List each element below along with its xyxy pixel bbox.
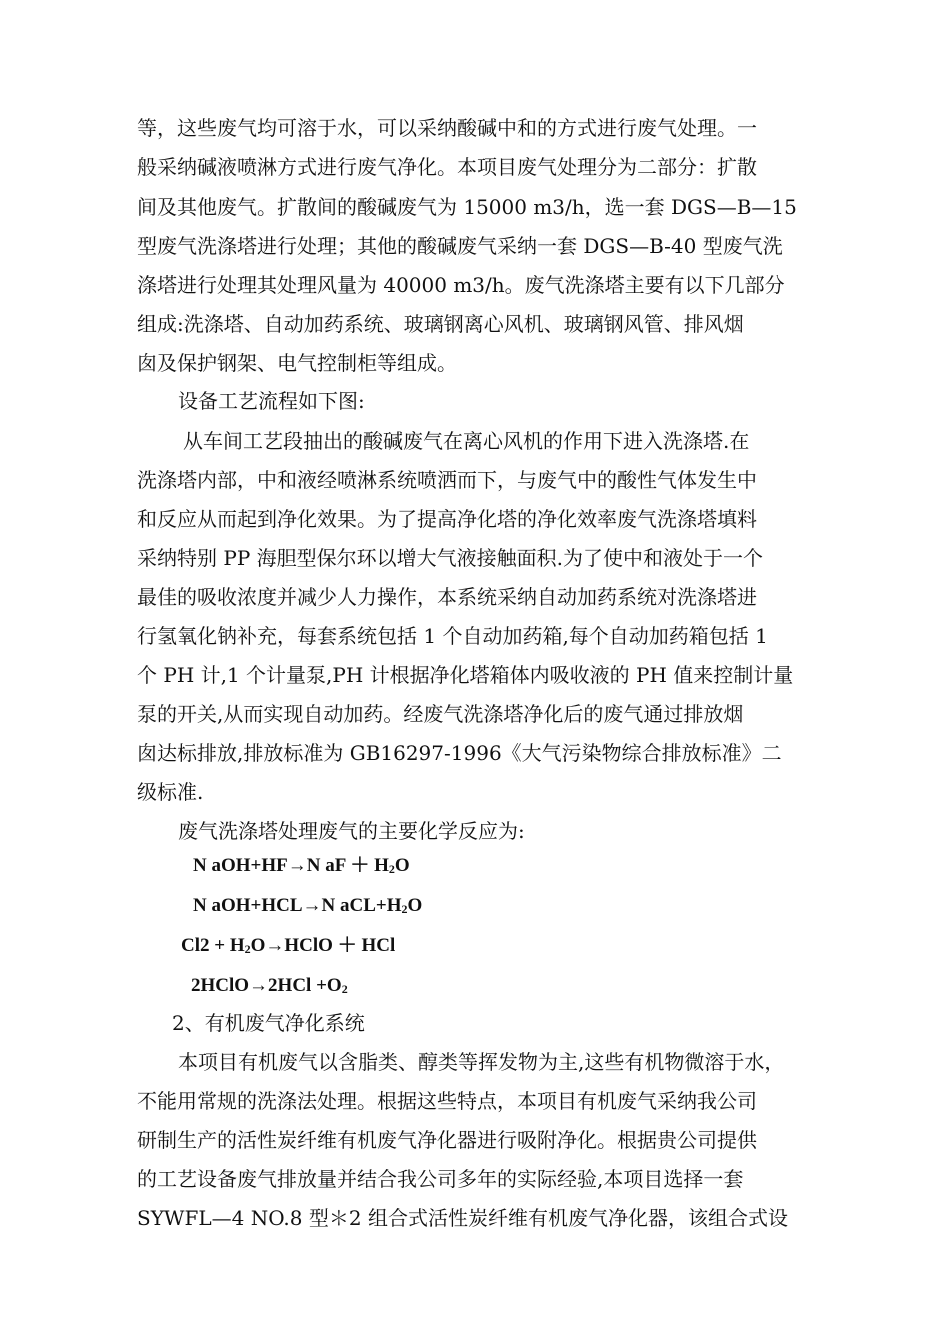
- reaction-equation: N aOH+HCL→N $aCL+H_2O$: [193, 895, 423, 916]
- paragraph3-line: 的工艺设备废气排放量并结合我公司多年的实际经验,本项目选择一套: [137, 1167, 744, 1191]
- paragraph2-line: 泵的开关,从而实现自动加药。经废气洗涤塔净化后的废气通过排放烟: [137, 702, 744, 726]
- paragraph1-line: 等，这些废气均可溶于水，可以采纳酸碱中和的方式进行废气处理。一: [137, 116, 757, 140]
- reaction-equation: 2HClO→2HCl $+O_2$: [191, 975, 348, 996]
- section-heading: 2、有机废气净化系统: [172, 1011, 365, 1035]
- paragraph2-line: 囱达标排放,排放标准为 GB16297-1996《大气污染物综合排放标准》二: [137, 741, 782, 765]
- paragraph2-line: 个 PH 计,1 个计量泵,PH 计根据净化塔箱体内吸收液的 PH 值来控制计量: [137, 663, 794, 687]
- paragraph1-line: 涤塔进行处理其处理风量为 40000 m3/h。废气洗涤塔主要有以下几部分: [137, 273, 785, 297]
- reaction-caption: 废气洗涤塔处理废气的主要化学反应为:: [178, 819, 525, 843]
- paragraph1-line: 般采纳碱液喷淋方式进行废气净化。本项目废气处理分为二部分：扩散: [137, 155, 757, 179]
- paragraph2-line: 和反应从而起到净化效果。为了提高净化塔的净化效率废气洗涤塔填料: [137, 507, 757, 531]
- paragraph1-line: 组成:洗涤塔、自动加药系统、玻璃钢离心风机、玻璃钢风管、排风烟: [137, 312, 744, 336]
- paragraph2-line: 从车间工艺段抽出的酸碱废气在离心风机的作用下进入洗涤塔.在: [183, 429, 750, 453]
- reaction-equation: $Cl2 + H_2O\to HClO$ ＋ HCl: [181, 935, 396, 956]
- paragraph2-line: 最佳的吸收浓度并减少人力操作，本系统采纳自动加药系统对洗涤塔进: [137, 585, 757, 609]
- paragraph2-line: 行氢氧化钠补充，每套系统包括 1 个自动加药箱,每个自动加药箱包括 1: [137, 624, 768, 648]
- paragraph3-line: 本项目有机废气以含脂类、醇类等挥发物为主,这些有机物微溶于水，: [178, 1050, 785, 1074]
- paragraph3-line: 不能用常规的洗涤法处理。根据这些特点，本项目有机废气采纳我公司: [137, 1089, 757, 1113]
- paragraph2-line: 洗涤塔内部，中和液经喷淋系统喷洒而下，与废气中的酸性气体发生中: [137, 468, 757, 492]
- paragraph1-line: 型废气洗涤塔进行处理；其他的酸碱废气采纳一套 DGS—B-40 型废气洗: [137, 234, 783, 258]
- reaction-equation: N aOH+HF→N aF ＋ $H_2O$: [193, 855, 410, 876]
- paragraph3-line: SYWFL—4 NO.8 型＊2 组合式活性炭纤维有机废气净化器，该组合式设: [137, 1206, 788, 1230]
- paragraph2-line: 采纳特别 PP 海胆型保尔环以增大气液接触面积.为了使中和液处于一个: [137, 546, 763, 570]
- paragraph1-line: 间及其他废气。扩散间的酸碱废气为 15000 m3/h，选一套 DGS—B—15: [137, 195, 797, 219]
- paragraph1-line: 囱及保护钢架、电气控制柜等组成。: [137, 351, 457, 375]
- flow-caption: 设备工艺流程如下图:: [178, 389, 365, 413]
- paragraph3-line: 研制生产的活性炭纤维有机废气净化器进行吸附净化。根据贵公司提供: [137, 1128, 757, 1152]
- paragraph2-line: 级标准.: [137, 780, 204, 804]
